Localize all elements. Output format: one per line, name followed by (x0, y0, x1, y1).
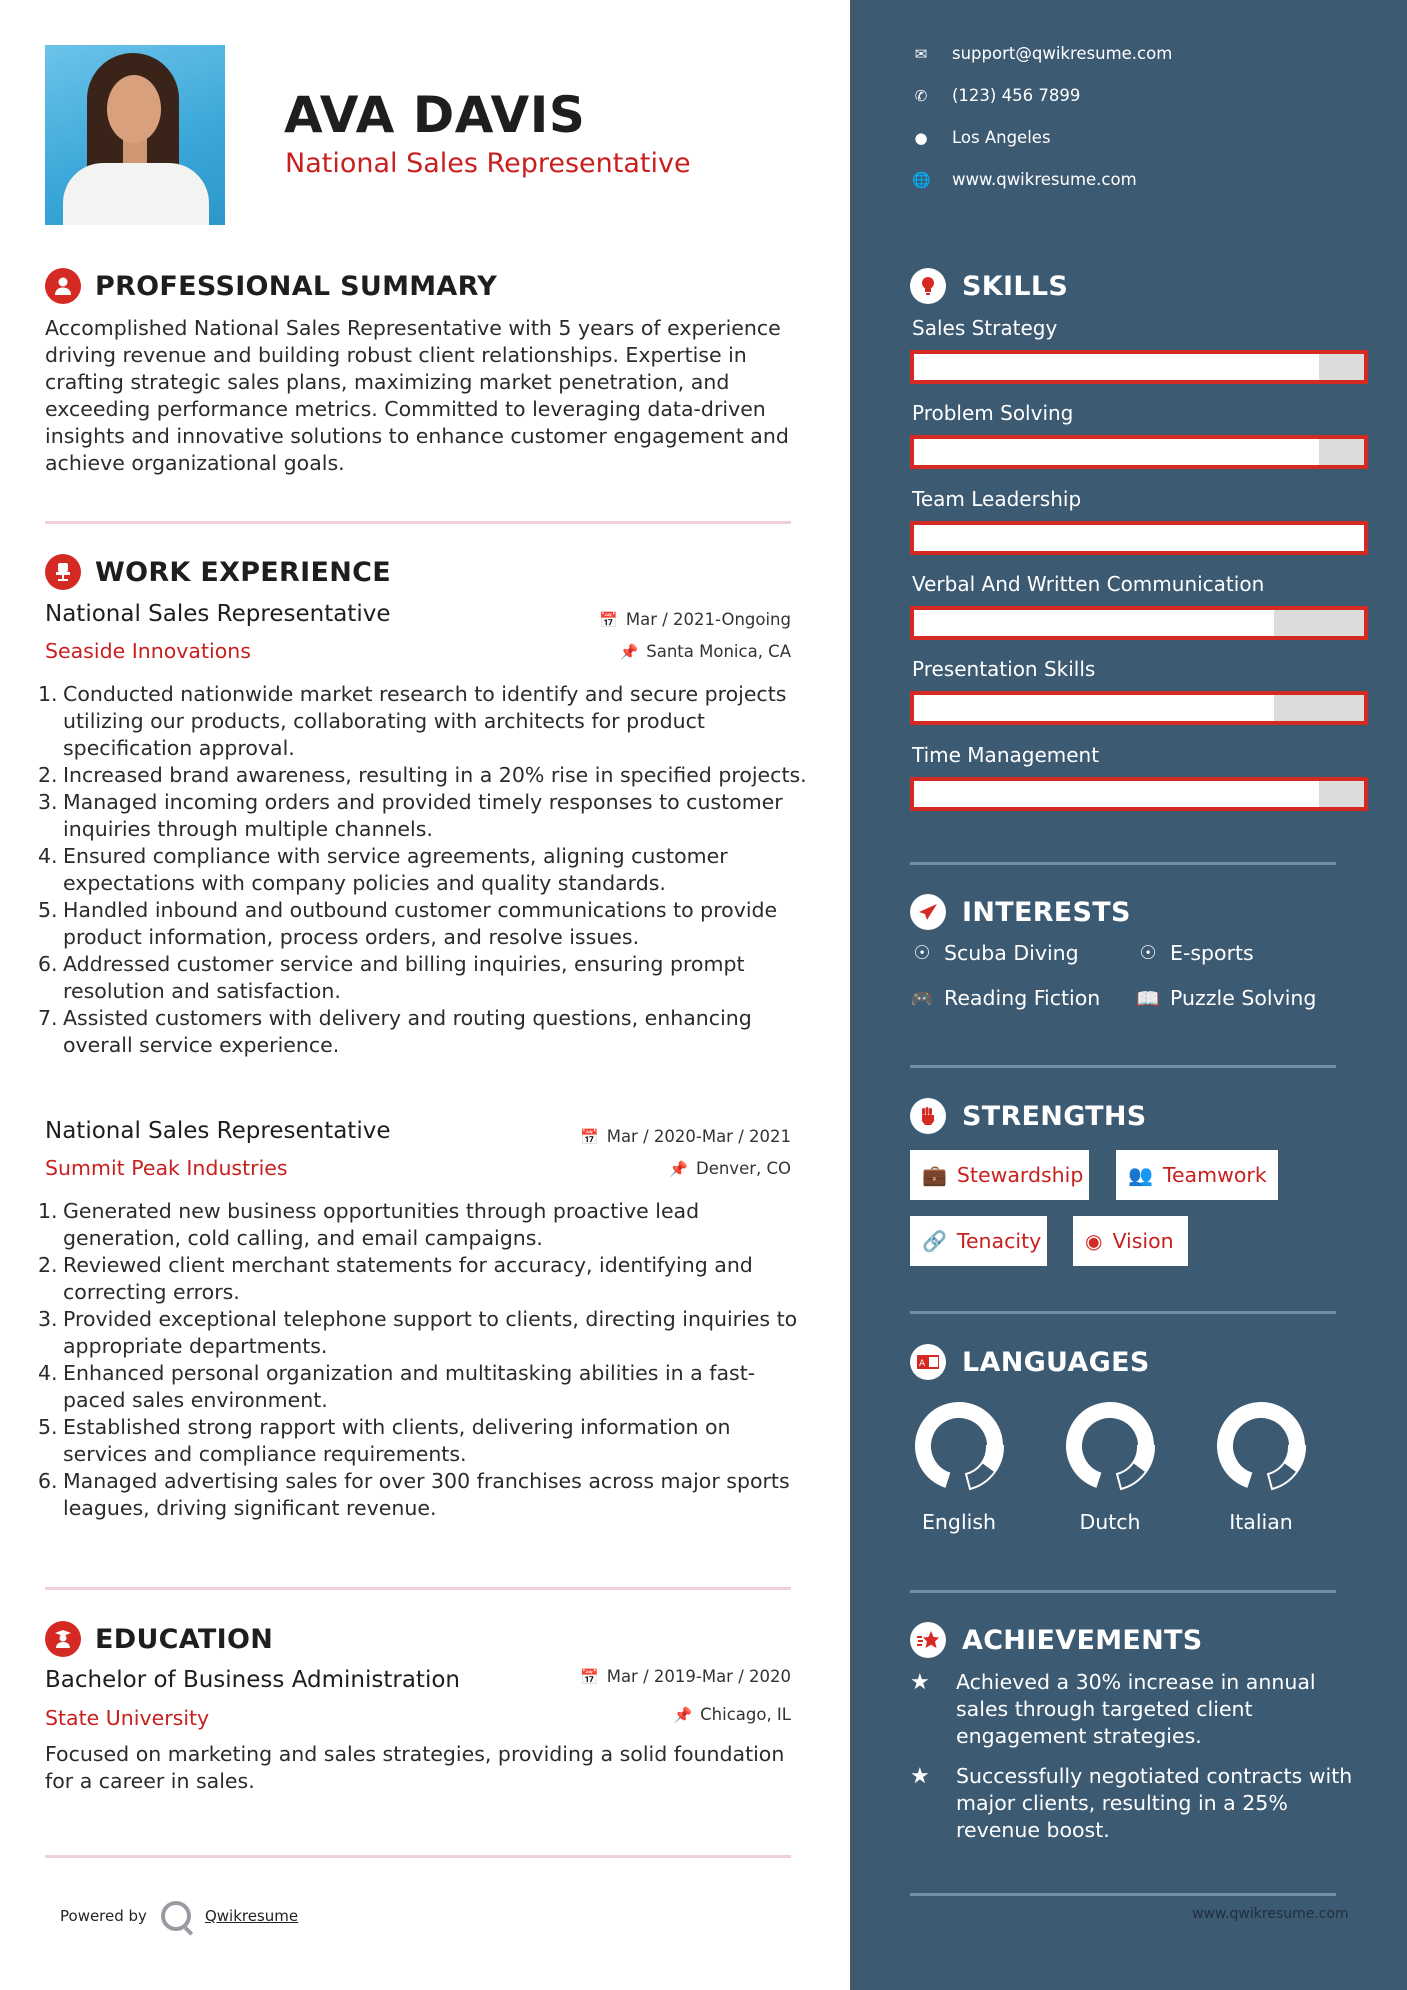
job-company: Seaside Innovations (45, 639, 251, 663)
sidebar (850, 0, 1407, 1990)
language-donut-chart (1060, 1396, 1160, 1496)
chair-icon (45, 554, 81, 590)
interest-item: 📖 Puzzle Solving (1136, 986, 1317, 1010)
user-icon (45, 268, 81, 304)
skill-label: Presentation Skills (912, 657, 1096, 681)
list-item: Conducted nationwide market research to identify and secure projects utilizing our products, collaborating with architects for product specification approval. (63, 682, 787, 760)
pushpin-icon: 📌 (619, 642, 639, 661)
shooting-star-icon: ★ (910, 1764, 930, 1789)
life-ring-icon: ☉ (913, 942, 931, 964)
graduate-icon (45, 1621, 81, 1657)
school: State University (45, 1706, 210, 1730)
interest-item: ☉ Scuba Diving (910, 941, 1079, 965)
life-ring-icon: ☉ (1139, 942, 1157, 964)
shooting-star-icon (910, 1622, 946, 1658)
skill-label: Time Management (912, 743, 1100, 767)
education-location: 📌 Chicago, IL (673, 1705, 791, 1724)
section-divider (45, 1587, 791, 1590)
job-company: Summit Peak Industries (45, 1156, 288, 1180)
languages-heading: A LANGUAGES (910, 1344, 1150, 1380)
summary-heading: PROFESSIONAL SUMMARY (45, 268, 497, 304)
qwikresume-logo-icon (161, 1901, 191, 1931)
list-item: Established strong rapport with clients, delivering information on services and compliance requirements. (63, 1415, 731, 1466)
fist-icon (910, 1098, 946, 1134)
job-location: 📌 Denver, CO (669, 1159, 791, 1178)
skill-label: Verbal And Written Communication (912, 572, 1265, 596)
education-dates: 📅 Mar / 2019-Mar / 2020 (580, 1667, 791, 1686)
degree: Bachelor of Business Administration (45, 1667, 460, 1693)
list-item: Handled inbound and outbound customer communications to provide product information, process orders, and resolve issues. (63, 898, 778, 949)
skill-bar (910, 777, 1368, 811)
list-item: Managed advertising sales for over 300 franchises across major sports leagues, driving significant revenue. (63, 1469, 790, 1520)
briefcase-icon: 💼 (922, 1163, 947, 1187)
contact-location: ● Los Angeles (912, 128, 1051, 147)
lightbulb-icon (910, 268, 946, 304)
achievements-heading: ACHIEVEMENTS (910, 1622, 1203, 1658)
list-item: Generated new business opportunities through proactive lead generation, cold calling, and email campaigns. (63, 1199, 700, 1250)
education-heading: EDUCATION (45, 1621, 273, 1657)
list-item: Assisted customers with delivery and routing questions, enhancing overall service experience. (63, 1006, 752, 1057)
strength-chip: 💼 Stewardship (910, 1150, 1089, 1200)
qwikresume-link[interactable]: Qwikresume (204, 1907, 299, 1925)
contact-website: 🌐 www.qwikresume.com (912, 170, 1137, 189)
language-donut-chart (1211, 1396, 1311, 1496)
education-description: Focused on marketing and sales strategies, providing a solid foundation for a career in sales. (45, 1742, 785, 1793)
candidate-title: National Sales Representative (285, 148, 691, 179)
powered-by: Powered by Qwikresume (60, 1901, 298, 1931)
list-item: Ensured compliance with service agreements, aligning customer expectations with company policies and quality standards. (63, 844, 728, 895)
footer-url[interactable]: www.qwikresume.com (1192, 1906, 1349, 1922)
pushpin-icon: 📌 (673, 1705, 693, 1724)
job-bullets (38, 681, 808, 1059)
skill-bar (910, 521, 1368, 555)
skill-label: Team Leadership (912, 487, 1082, 511)
profile-photo (45, 45, 225, 225)
link-icon: 🔗 (922, 1229, 947, 1253)
calendar-icon: 📅 (580, 1667, 599, 1686)
experience-heading: WORK EXPERIENCE (45, 554, 391, 590)
skill-bar (910, 435, 1368, 469)
achievement-item: ★ Achieved a 30% increase in annual sales through targeted client engagement strategies. (910, 1670, 1316, 1748)
list-item: Reviewed client merchant statements for accuracy, identifying and correcting errors. (63, 1253, 753, 1304)
section-divider (910, 862, 1336, 865)
skill-label: Sales Strategy (912, 316, 1058, 340)
skill-bar (910, 350, 1368, 384)
skills-heading: SKILLS (910, 268, 1068, 304)
language-italian: Italian (1206, 1396, 1316, 1534)
globe-icon: 🌐 (912, 170, 931, 189)
interest-item: ☉ E-sports (1136, 941, 1254, 965)
section-divider (910, 1590, 1336, 1593)
language-dutch: Dutch (1055, 1396, 1165, 1534)
job-location: 📌 Santa Monica, CA (619, 642, 791, 661)
job-title: National Sales Representative (45, 1118, 391, 1144)
paper-plane-icon (910, 894, 946, 930)
section-divider (45, 521, 791, 524)
summary-text: Accomplished National Sales Representative with 5 years of experience driving revenue and building robust client relationships. Expertise in crafting strategic sales plans, maximizing market penetration, and exceeding performance metrics. Committed to leveraging data-driven insights and innovative solutions to enhance customer engagement and achieve organizational goals. (45, 316, 789, 475)
phone-icon: ✆ (914, 86, 928, 105)
section-divider (45, 1855, 791, 1858)
job-dates: 📅 Mar / 2020-Mar / 2021 (580, 1127, 791, 1146)
list-item: Addressed customer service and billing inquiries, ensuring prompt resolution and satisfaction. (63, 952, 745, 1003)
strength-chip: 👥 Teamwork (1116, 1150, 1278, 1200)
gamepad-icon: 🎮 (910, 987, 934, 1010)
section-divider (910, 1065, 1336, 1068)
interest-item: 🎮 Reading Fiction (910, 986, 1101, 1010)
strength-chip: ◉ Vision (1073, 1216, 1188, 1266)
list-item: Enhanced personal organization and multitasking abilities in a fast-paced sales environment. (63, 1361, 756, 1412)
skill-bar (910, 606, 1368, 640)
strength-chip: 🔗 Tenacity (910, 1216, 1047, 1266)
skill-label: Problem Solving (912, 401, 1074, 425)
section-divider (910, 1311, 1336, 1314)
binoculars-icon: ◉ (1085, 1229, 1103, 1253)
language-donut-chart (909, 1396, 1009, 1496)
language-english: English (904, 1396, 1014, 1534)
list-item: Provided exceptional telephone support to clients, directing inquiries to appropriate departments. (63, 1307, 798, 1358)
svg-text:A: A (919, 1359, 926, 1369)
job-title: National Sales Representative (45, 601, 391, 627)
job-dates: 📅 Mar / 2021-Ongoing (599, 610, 791, 629)
job-bullets (38, 1198, 808, 1522)
shooting-star-icon: ★ (910, 1670, 930, 1695)
interests-heading: INTERESTS (910, 894, 1131, 930)
contact-email: ✉ support@qwikresume.com (912, 44, 1172, 63)
contact-phone: ✆ (123) 456 7899 (912, 86, 1080, 105)
map-marker-icon: ● (914, 128, 928, 147)
list-item: Increased brand awareness, resulting in a 20% rise in specified projects. (63, 763, 807, 787)
calendar-icon: 📅 (580, 1127, 599, 1146)
calendar-icon: 📅 (599, 610, 618, 629)
book-icon: 📖 (1136, 987, 1160, 1010)
skill-bar (910, 691, 1368, 725)
list-item: Managed incoming orders and provided timely responses to customer inquiries through multiple channels. (63, 790, 783, 841)
strengths-heading: STRENGTHS (910, 1098, 1147, 1134)
achievement-item: ★ Successfully negotiated contracts with major clients, resulting in a 25% revenue boost. (910, 1764, 1353, 1842)
pushpin-icon: 📌 (669, 1159, 688, 1178)
section-divider (910, 1893, 1336, 1896)
users-icon: 👥 (1128, 1163, 1153, 1187)
candidate-name: AVA DAVIS (284, 86, 586, 144)
translate-icon (910, 1344, 946, 1380)
envelope-icon: ✉ (914, 44, 928, 63)
